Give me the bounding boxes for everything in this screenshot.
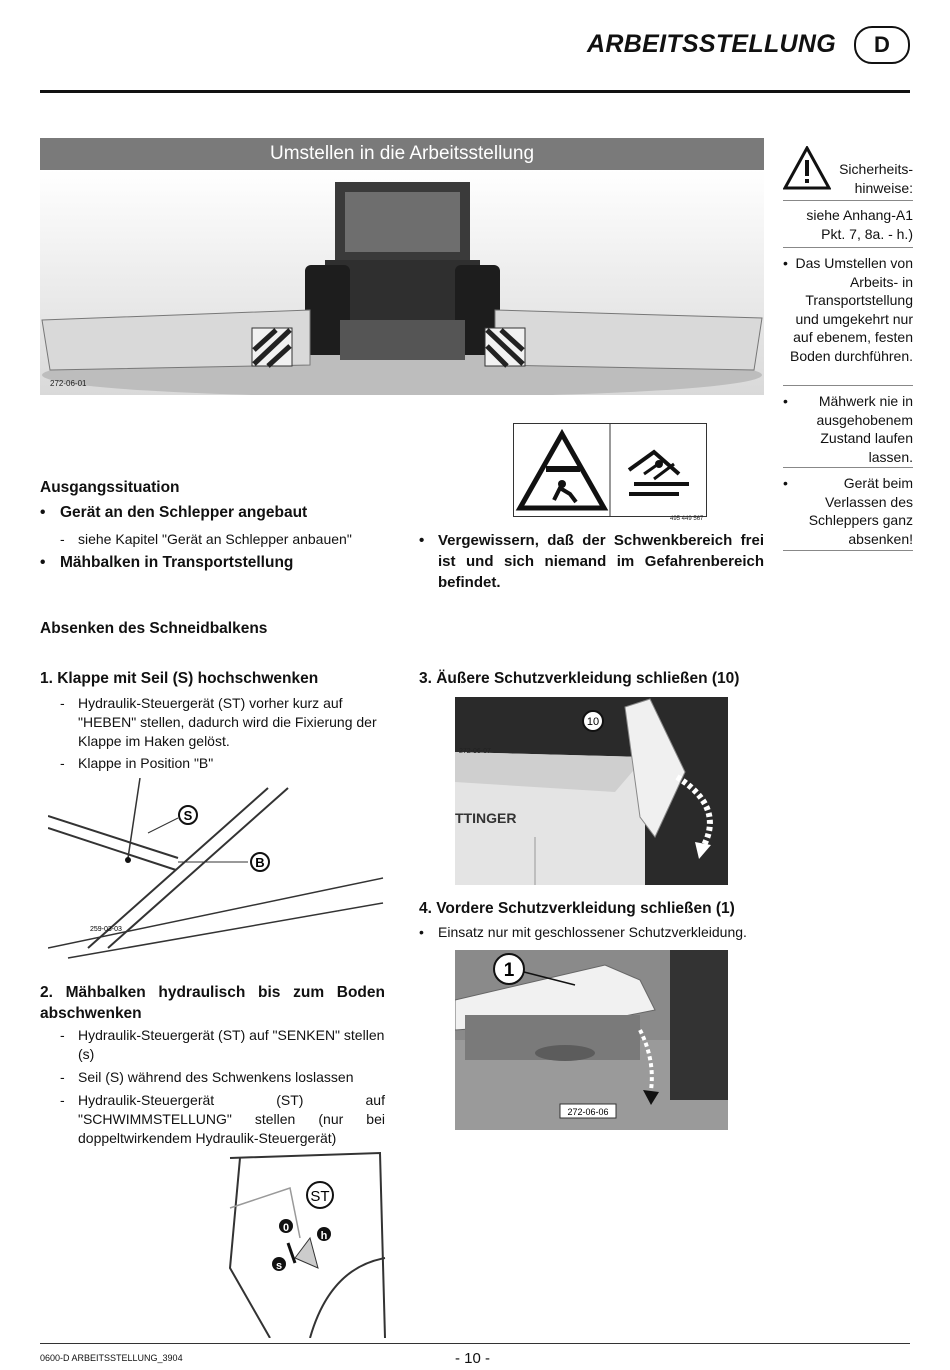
sidebar-divider [783, 200, 913, 201]
label-h: h [320, 1230, 328, 1242]
outer-guard-photo [455, 697, 728, 885]
initial-subitem: - siehe Kapitel "Gerät an Schlepper anbauen" [60, 531, 352, 547]
step-1-subitem: - Hydraulik-Steuergerät (ST) vorher kurz auf "HEBEN" stellen, dadurch wird die Fixierung der Klappe im Haken gelöst. [60, 695, 377, 749]
label-s: S [183, 808, 193, 823]
section-banner: Umstellen in die Arbeitsstellung [40, 138, 764, 170]
brand-text: TTINGER [455, 810, 517, 826]
step-2-subitem: - Hydraulik-Steuergerät (ST) auf "SCHWIMMSTELLUNG" stellen (nur bei doppeltwirkendem Hydraulik-Steuergerät) [60, 1092, 385, 1146]
safety-notes-title: Sicherheits-hinweise: [839, 161, 913, 196]
safety-reference: siehe Anhang-A1 Pkt. 7, 8a. - h.) [806, 207, 913, 242]
tractor-cab-diagram [210, 1148, 390, 1338]
step-2-subitem: - Seil (S) während des Schwenkens loslassen [60, 1069, 354, 1085]
fig-code: 272-06-07 [459, 748, 491, 755]
warning-pictogram [513, 423, 707, 517]
page-header-title: ARBEITSSTELLUNG [587, 30, 836, 58]
label-1: 1 [503, 960, 515, 981]
step-4-title: 4. Vordere Schutzverkleidung schließen (1) [419, 900, 735, 917]
footer-doc-id: 0600-D ARBEITSSTELLUNG_3904 [40, 1353, 183, 1363]
step-2-title: 2. Mähbalken hydraulisch bis zum Boden abschwenken [40, 984, 385, 1022]
fig-code: 259-03-03 [90, 926, 122, 933]
language-badge: D [854, 26, 910, 64]
safety-item: • Gerät beim Verlassen des Schleppers ganz absenken! [783, 475, 913, 547]
label-10: 10 [586, 716, 600, 728]
tractor-mower-illustration [40, 170, 764, 395]
header-rule [40, 90, 910, 93]
initial-bullet: • Mähbalken in Transportstellung [40, 554, 294, 571]
sidebar-divider [783, 550, 913, 551]
page-number: - 10 - [455, 1350, 491, 1367]
tractor-mower-photo [40, 170, 764, 395]
label-st: ST [310, 1188, 330, 1205]
initial-situation-heading: Ausgangssituation [40, 479, 180, 496]
step-1-title: 1. Klappe mit Seil (S) hochschwenken [40, 670, 319, 687]
sidebar-divider [783, 247, 913, 248]
flap-diagram [48, 778, 388, 963]
front-guard-photo [455, 950, 728, 1130]
warning-text: • Vergewissern, daß der Schwenkbereich frei ist und sich niemand im Gefahrenbereich befindet. [419, 532, 764, 591]
sidebar-divider [783, 385, 913, 386]
label-0: 0 [282, 1222, 290, 1234]
initial-bullet: • Gerät an den Schlepper angebaut [40, 504, 308, 521]
footer-rule [40, 1343, 910, 1344]
label-s-lower: s [275, 1260, 283, 1272]
sidebar-divider [783, 467, 913, 468]
safety-item: • Das Umstellen von Arbeits- in Transportstellung und umgekehrt nur auf ebenem, festen Boden durchführen. [783, 255, 913, 364]
safety-item: • Mähwerk nie in ausgehobenem Zustand laufen lassen. [783, 393, 913, 465]
fig-code: 272-06-06 [567, 1107, 609, 1117]
step-2-subitem: - Hydraulik-Steuergerät (ST) auf "SENKEN" stellen (s) [60, 1027, 385, 1062]
pictogram-code: 495 449 567 [670, 516, 704, 522]
step-4-subitem: • Einsatz nur mit geschlossener Schutzverkleidung. [419, 924, 747, 940]
warning-triangle-icon [783, 146, 831, 195]
step-3-title: 3. Äußere Schutzverkleidung schließen (10) [419, 670, 740, 687]
step-1-subitem: - Klappe in Position "B" [60, 755, 214, 771]
lowering-heading: Absenken des Schneidbalkens [40, 620, 268, 637]
label-b: B [255, 855, 265, 870]
photo-code: 272-06-01 [50, 379, 87, 388]
